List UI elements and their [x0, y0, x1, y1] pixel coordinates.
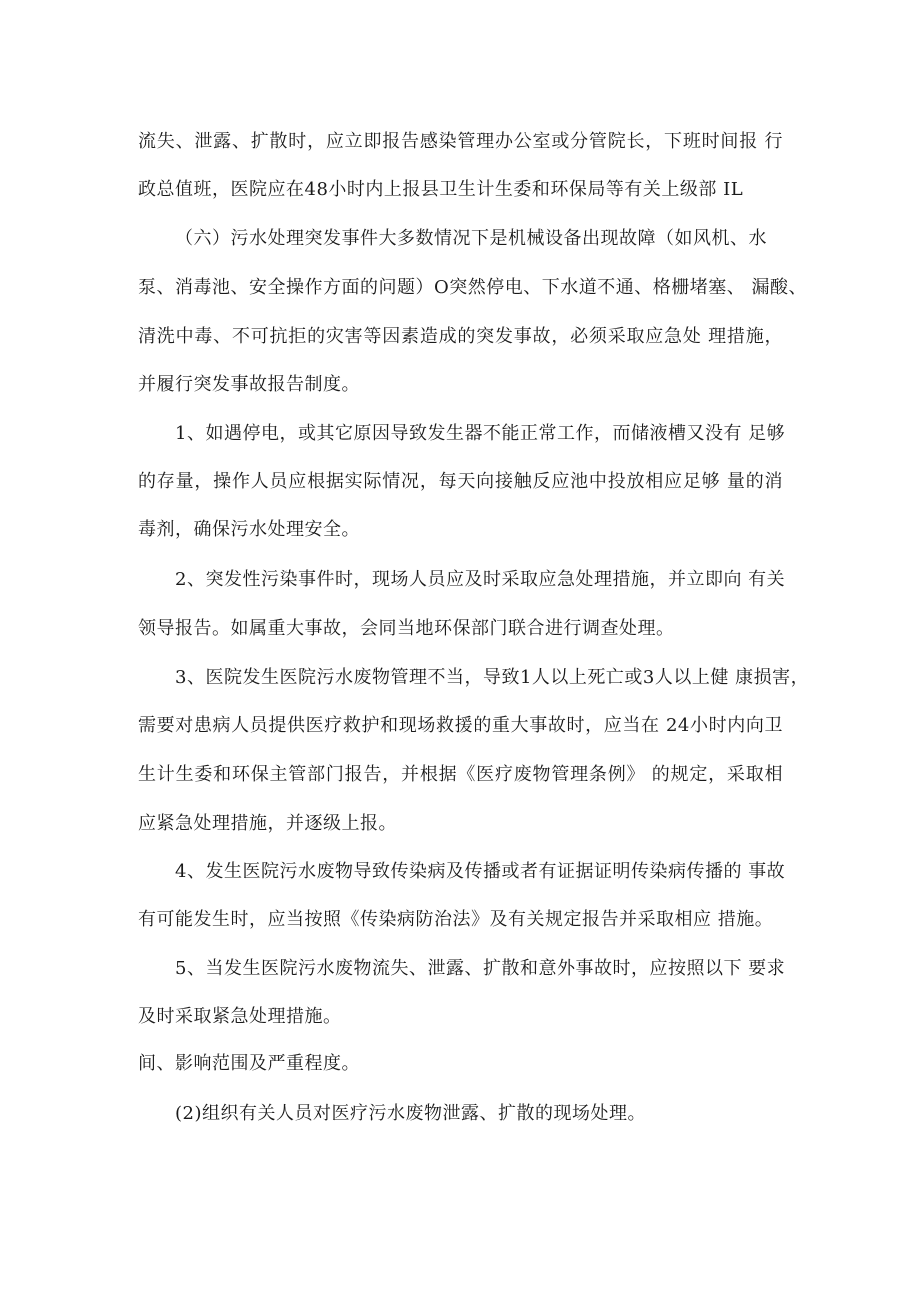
text-line: 应紧急处理措施，并逐级上报。	[138, 813, 397, 834]
text-line: 流失、泄露、扩散时，应立即报告感染管理办公室或分管院长，下班时间报 行	[138, 131, 783, 152]
text-line: 间、影响范围及严重程度。	[138, 1053, 360, 1074]
text-line: 生计生委和环保主管部门报告，并根据《医疗废物管理条例》 的规定，采取相	[138, 764, 783, 785]
text-line: 的存量，操作人员应根据实际情况，每天向接触反应池中投放相应足够 量的消	[138, 471, 783, 492]
text-line: 有可能发生时，应当按照《传染病防治法》及有关规定报告并采取相应 措施。	[138, 909, 774, 930]
text-line: 3、医院发生医院污水废物管理不当，导致1人以上死亡或3人以上健 康损害，	[175, 667, 810, 688]
text-line: 需要对患病人员提供医疗救护和现场救援的重大事故时，应当在 24小时内向卫	[138, 715, 783, 736]
text-line: 清洗中毒、不可抗拒的灾害等因素造成的突发事故，必须采取应急处 理措施，	[138, 326, 783, 347]
text-line: （六）污水处理突发事件大多数情况下是机械设备出现故障（如风机、水	[175, 228, 767, 249]
text-line: 领导报告。如属重大事故，会同当地环保部门联合进行调查处理。	[138, 618, 675, 639]
text-line: 泵、消毒池、安全操作方面的问题）O突然停电、下水道不通、格栅堵塞、 漏酸、	[138, 277, 807, 298]
text-line: 政总值班，医院应在48小时内上报县卫生计生委和环保局等有关上级部 IL	[138, 179, 744, 200]
text-line: 4、发生医院污水废物导致传染病及传播或者有证据证明传染病传播的 事故	[175, 861, 786, 882]
text-line: (2)组织有关人员对医疗污水废物泄露、扩散的现场处理。	[175, 1103, 646, 1124]
text-line: 2、突发性污染事件时，现场人员应及时采取应急处理措施，并立即向 有关	[175, 569, 786, 590]
text-line: 及时采取紧急处理措施。	[138, 1006, 342, 1027]
text-line: 毒剂，确保污水处理安全。	[138, 519, 360, 540]
text-line: 并履行突发事故报告制度。	[138, 374, 360, 395]
text-line: 1、如遇停电，或其它原因导致发生器不能正常工作，而储液槽又没有 足够	[175, 423, 786, 444]
text-line: 5、当发生医院污水废物流失、泄露、扩散和意外事故时，应按照以下 要求	[175, 958, 786, 979]
